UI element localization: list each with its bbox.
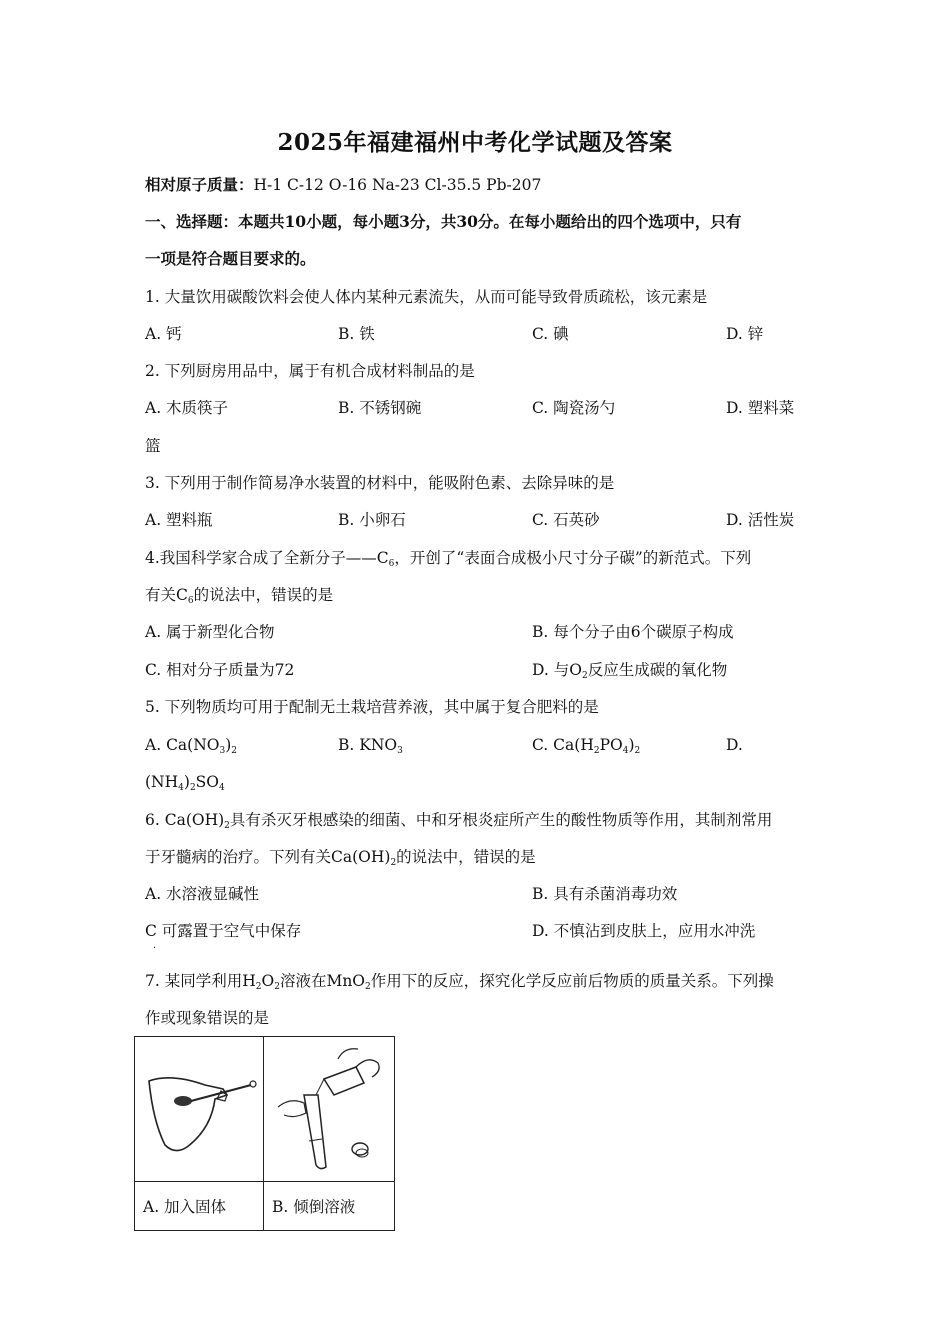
question-2-stem: 2. 下列厨房用品中，属于有机合成材料制品的是 xyxy=(145,362,475,380)
atomic-mass-values: H-1 C-12 O-16 Na-23 Cl-35.5 Pb-207 xyxy=(253,176,542,194)
question-4-option-d[interactable]: D. 与$O_2$反应生成碳的氧化物 xyxy=(532,661,728,681)
question-2-option-a[interactable]: A. 木质筷子 xyxy=(145,399,229,417)
question-1-option-d[interactable]: D. 锌 xyxy=(726,325,764,343)
question-4-stem-line1: 4.我国科学家合成了全新分子$——C_6$，开创了“表面合成极小尺寸分子碳”的新范式。下列 xyxy=(145,549,752,569)
question-6-option-d[interactable]: D. 不慎沾到皮肤上，应用水冲洗 xyxy=(532,922,756,940)
pouring-solution-icon xyxy=(264,1037,394,1177)
question-5-option-d[interactable]: D. xyxy=(726,736,743,754)
section-heading-line2: 一项是符合题目要求的。 xyxy=(145,249,316,268)
question-2-option-d[interactable]: D. 塑料菜 xyxy=(726,399,795,417)
question-1-option-a[interactable]: A. 钙 xyxy=(145,325,182,343)
question-7-stem-line1: 7. 某同学利用$H_2O_2$溶液在MnO$_2$作用下的反应，探究化学反应前后物质的质量关系。下列操 xyxy=(145,972,774,992)
question-2-option-c[interactable]: C. 陶瓷汤勺 xyxy=(532,399,616,417)
question-6-stem-line2: 于牙髓病的治疗。下列有关$Ca(OH)_2$的说法中，错误的是 xyxy=(145,848,536,868)
question-1-option-b[interactable]: B. 铁 xyxy=(338,325,375,343)
question-4-stem-line2: 有关$C_6$的说法中，错误的是 xyxy=(145,586,334,606)
question-5-option-c[interactable]: C. $Ca(H_2PO_4)_2$ xyxy=(532,736,641,756)
question-4-option-c[interactable]: C. 相对分子质量为72 xyxy=(145,661,295,679)
question-6-stem-line1: 6. $Ca(OH)_2$具有杀灭牙根感染的细菌、中和牙根炎症所产生的酸性物质等作用，其制剂常用 xyxy=(145,811,773,831)
question-3-stem: 3. 下列用于制作简易净水装置的材料中，能吸附色素、去除异味的是 xyxy=(145,474,615,492)
question-5-stem: 5. 下列物质均可用于配制无土栽培营养液，其中属于复合肥料的是 xyxy=(145,698,599,716)
question-7-figure-table xyxy=(134,1036,395,1231)
question-5-option-b[interactable]: B. $KNO_3$ xyxy=(338,736,403,756)
question-7-stem-line2: 作或现象错误的是 xyxy=(145,1009,270,1027)
figure-a-caption: A. 加入固体 xyxy=(135,1182,264,1231)
figure-a-cell xyxy=(135,1037,264,1182)
question-5-option-a[interactable]: A. $Ca(NO_3)_2$ xyxy=(145,736,238,756)
question-6-option-b[interactable]: B. 具有杀菌消毒功效 xyxy=(532,885,678,903)
question-4-option-a[interactable]: A. 属于新型化合物 xyxy=(145,623,275,641)
question-1-stem: 1. 大量饮用碳酸饮料会使人体内某种元素流失，从而可能导致骨质疏松，该元素是 xyxy=(145,288,708,306)
question-2-option-d-wrap: 篮 xyxy=(145,437,161,455)
section-heading-line1: 一、选择题：本题共10小题，每小题3分，共30分。在每小题给出的四个选项中，只有 xyxy=(145,212,742,231)
atomic-mass-label: 相对原子质量： xyxy=(145,175,254,194)
question-3-option-b[interactable]: B. 小卵石 xyxy=(338,511,406,529)
question-6-option-a[interactable]: A. 水溶液显碱性 xyxy=(145,885,260,903)
question-4-option-b[interactable]: B. 每个分子由6个碳原子构成 xyxy=(532,623,734,641)
flask-spatula-icon xyxy=(135,1037,263,1177)
stray-dot: · xyxy=(153,943,157,954)
question-3-option-c[interactable]: C. 石英砂 xyxy=(532,511,600,529)
question-5-option-d-formula: $(NH_4)_2SO_4$ xyxy=(145,773,225,793)
figure-b-cell xyxy=(264,1037,395,1182)
atomic-mass-line xyxy=(145,175,541,195)
question-2-option-b[interactable]: B. 不锈钢碗 xyxy=(338,399,422,417)
question-1-option-c[interactable]: C. 碘 xyxy=(532,325,569,343)
question-3-option-d[interactable]: D. 活性炭 xyxy=(726,511,795,529)
question-3-option-a[interactable]: A. 塑料瓶 xyxy=(145,511,213,529)
figure-b-caption: B. 倾倒溶液 xyxy=(264,1182,395,1231)
question-6-option-c[interactable]: C 可露置于空气中保存 xyxy=(145,922,302,940)
page-title: 2025年福建福州中考化学试题及答案 xyxy=(277,129,673,156)
